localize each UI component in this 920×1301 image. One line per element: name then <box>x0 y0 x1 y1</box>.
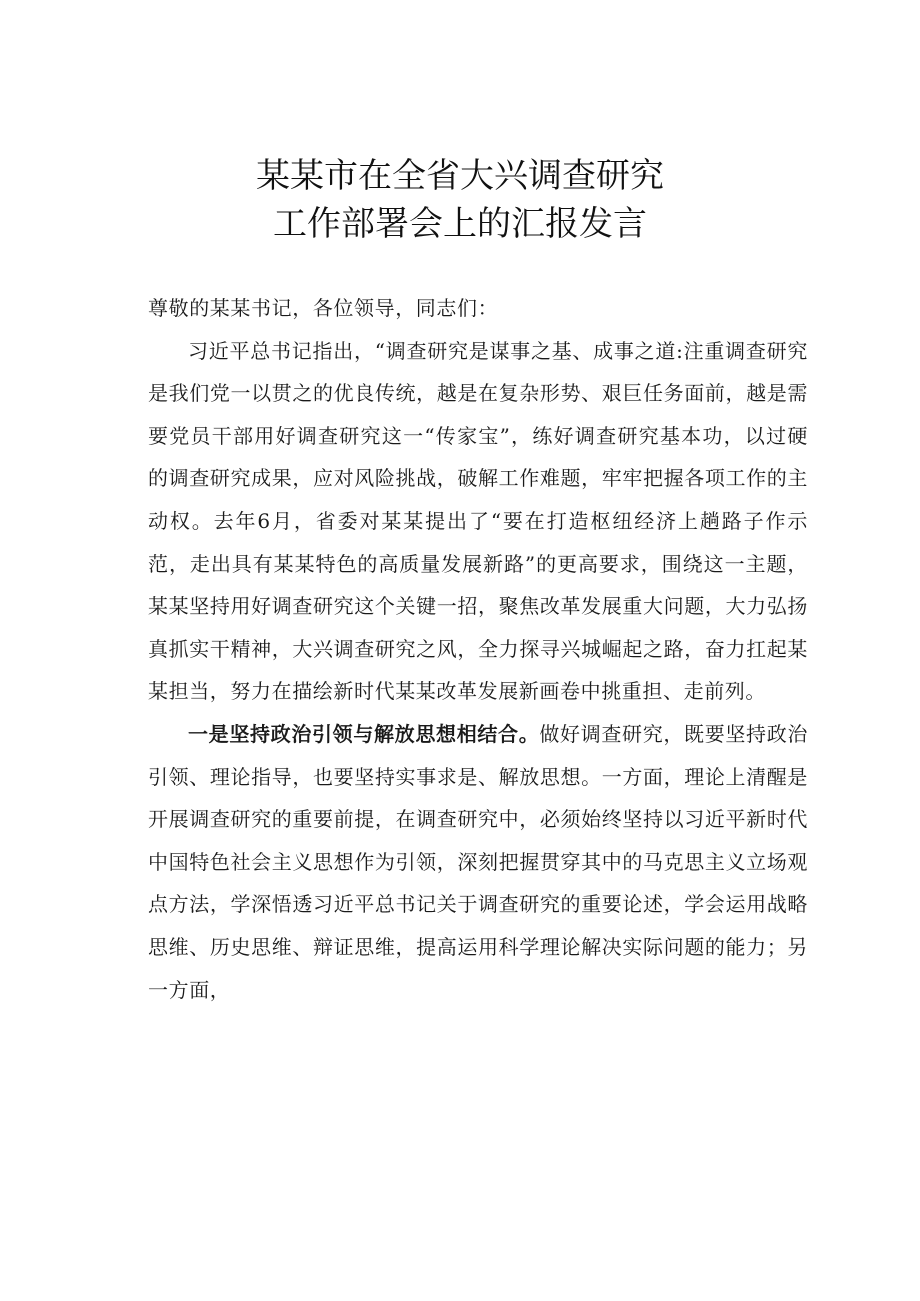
salutation: 尊敬的某某书记，各位领导，同志们： <box>148 296 499 320</box>
title-line-1: 某某市在全省大兴调查研究 <box>256 156 664 196</box>
document-body <box>148 287 808 1011</box>
document-title <box>0 152 920 248</box>
paragraph-point-one-body: 做好调查研究，既要坚持政治引领、理论指导，也要坚持实事求是、解放思想。一方面，理论上清醒是开展调查研究的重要前提，在调查研究中，必须始终坚持以习近平新时代中国特色社会主义思想作为引领，深刻把握贯穿其中的马克思主义立场观点方法，学深悟透习近平总书记关于调查研究的重要论述，学会运用战略思维、历史思维、辩证思维，提高运用科学理论解决实际问题的能力；另一方面， <box>148 721 808 1002</box>
paragraph-point-one <box>148 713 808 1011</box>
paragraph-point-one-heading: 一是坚持政治引领与解放思想相结合。 <box>188 721 540 746</box>
paragraph-intro: 习近平总书记指出，“调查研究是谋事之基、成事之道:注重调查研究是我们党一以贯之的优良传统，越是在复杂形势、艰巨任务面前，越是需要党员干部用好调查研究这一“传家宝”，练好调查研究基本功，以过硬的调查研究成果，应对风险挑战，破解工作难题，牢牢把握各项工作的主动权。去年6月，省委对某某提出了“要在打造枢纽经济上趟路子作示范，走出具有某某特色的高质量发展新路”的更高要求，围绕这一主题，某某坚持用好调查研究这个关键一招，聚焦改革发展重大问题，大力弘扬真抓实干精神，大兴调查研究之风，全力探寻兴城崛起之路，奋力扛起某某担当，努力在描绘新时代某某改革发展新画卷中挑重担、走前列。 <box>148 338 808 704</box>
title-line-2: 工作部署会上的汇报发言 <box>273 204 647 244</box>
